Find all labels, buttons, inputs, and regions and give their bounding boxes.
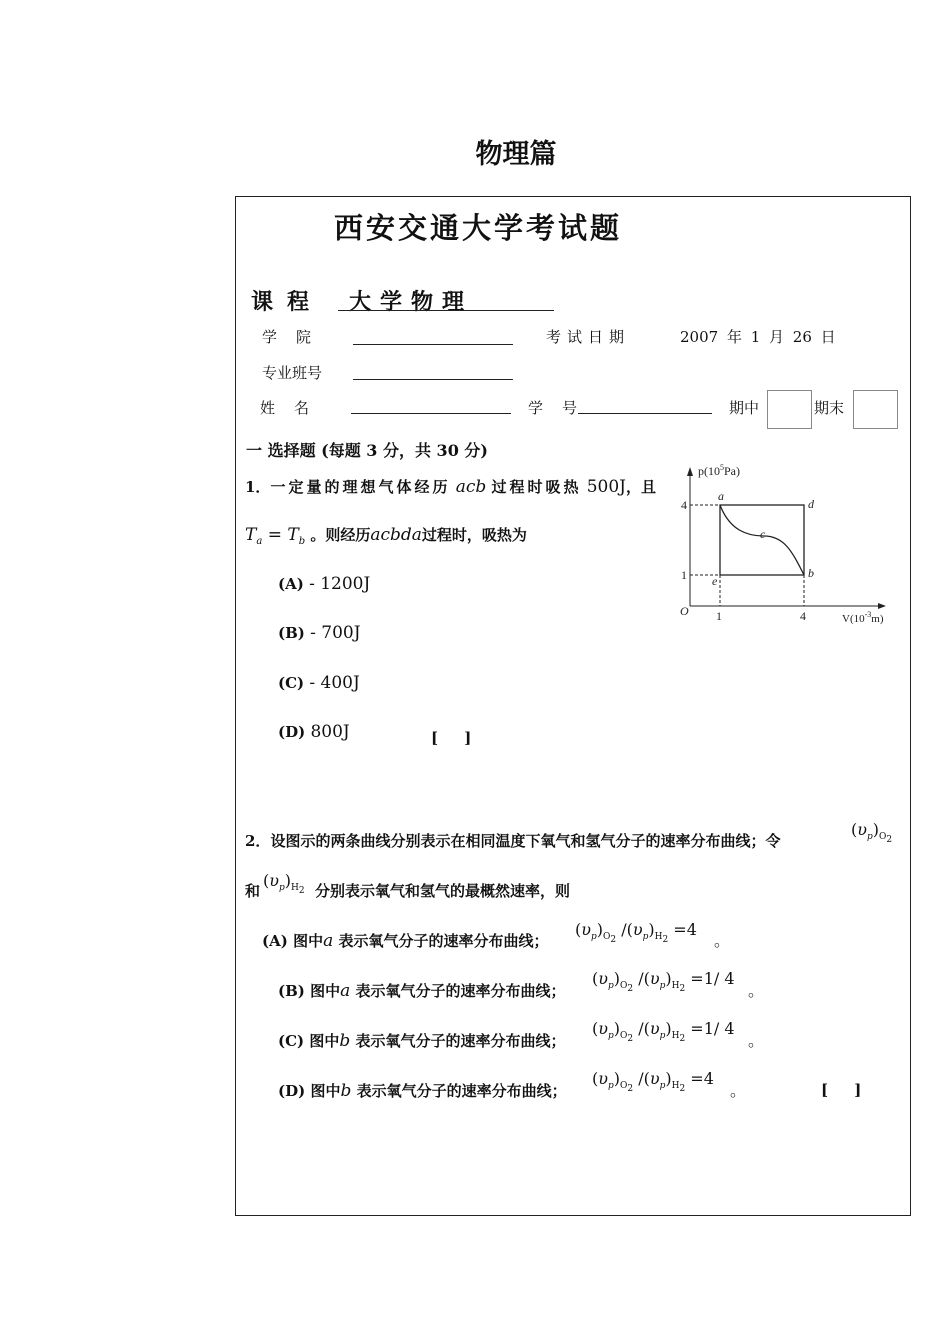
id-field[interactable] — [578, 413, 712, 414]
name-field[interactable] — [351, 413, 511, 414]
q2-option-d-end: 。 — [730, 1081, 747, 1100]
q2-option-c-ratio: $(\upsilon_p)_{O_2}$ $/(\upsilon_p)_{H_2} =1/$ 4 — [592, 1019, 735, 1044]
q2-option-c[interactable] — [278, 1030, 566, 1051]
q1-text4: 。则经历 — [310, 526, 371, 544]
q1-number: 1． — [245, 478, 271, 496]
q1-option-a-label: (A) — [278, 575, 304, 593]
graph-point-e: e — [712, 574, 718, 588]
graph-ytick-4: 4 — [681, 498, 687, 512]
q2-line1 — [245, 830, 780, 851]
q2-option-c-label: (C) — [278, 1032, 305, 1050]
final-checkbox[interactable] — [853, 390, 898, 429]
graph-x-label: $V(10^{-3}m)$ — [842, 610, 884, 625]
college-field[interactable] — [353, 344, 513, 345]
graph-point-d: d — [808, 497, 814, 511]
q1-cond-eq: = T — [262, 525, 299, 545]
class-field[interactable] — [353, 379, 513, 380]
q1-line2 — [245, 524, 527, 547]
q2-option-c-curve: b — [339, 1031, 351, 1051]
midterm-label: 期中 — [729, 399, 760, 417]
q1-cond-a-sub: a — [256, 536, 263, 547]
q1-heat: 500J — [586, 477, 626, 497]
q2-vp-o2: $(\upsilon_p)_{O_2}$ — [851, 820, 893, 845]
q2-option-d-curve: b — [340, 1081, 352, 1101]
q1-path2: acbda — [370, 525, 422, 545]
q1-text5: 过程时，吸热为 — [421, 526, 527, 544]
q1-text3: ，且 — [625, 478, 656, 496]
exam-title: 西安交通大学考试题 — [334, 211, 623, 245]
q2-option-d-ratio: $(\upsilon_p)_{O_2}$ $/(\upsilon_p)_{H_2} =4$ — [592, 1069, 714, 1094]
q2-option-d-label: (D) — [278, 1082, 306, 1100]
q2-option-b-end: 。 — [748, 981, 765, 1000]
q1-option-d-label: (D) — [278, 723, 306, 741]
q1-option-a[interactable] — [278, 574, 370, 594]
q1-line1 — [245, 476, 656, 497]
graph-x-arrow — [878, 603, 886, 609]
graph-xtick-1: 1 — [716, 609, 722, 623]
q2-option-a-pre: 图中 — [293, 932, 324, 950]
q2-text1: 设图示的两条曲线分别表示在相同温度下氧气和氢气分子的速率分布曲线；令 — [270, 832, 781, 850]
q2-number: 2． — [245, 832, 271, 850]
graph-origin: O — [680, 604, 689, 618]
midterm-checkbox[interactable] — [767, 390, 812, 429]
q1-option-a-value: - 1200J — [309, 574, 371, 594]
q2-and: 和 — [245, 882, 261, 900]
q2-option-d-pre: 图中 — [310, 1082, 341, 1100]
graph-xtick-4: 4 — [800, 609, 806, 623]
q2-option-a-desc: 表示氧气分子的速率分布曲线； — [338, 932, 549, 950]
q2-option-c-end: 。 — [748, 1031, 765, 1050]
q1-option-b[interactable] — [278, 623, 361, 643]
section-title: 一 选择题 (每题 3 分，共 30 分) — [246, 441, 488, 460]
page-heading: 物理篇 — [475, 139, 557, 170]
q1-option-c-value: - 400J — [309, 673, 360, 693]
college-label: 学院 — [262, 328, 331, 346]
q2-option-d[interactable] — [278, 1080, 567, 1101]
q2-option-a-label: (A) — [262, 932, 288, 950]
q1-text1: 一定量的理想气体经历 — [270, 478, 451, 496]
course-underline — [338, 310, 554, 311]
graph-ytick-1: 1 — [681, 568, 687, 582]
q2-option-a-curve: a — [323, 931, 334, 951]
q2-vp-h2: $(\upsilon_p)_{H_2}$ — [263, 871, 305, 896]
q2-option-a-end: 。 — [714, 931, 731, 950]
q2-option-b-ratio: $(\upsilon_p)_{O_2}$ $/(\upsilon_p)_{H_2} =1/$ 4 — [592, 969, 735, 994]
graph-y-label: $p(10^5Pa)$ — [698, 463, 740, 478]
class-label: 专业班号 — [262, 364, 323, 382]
q1-pv-graph — [668, 456, 908, 631]
graph-point-a: a — [718, 489, 724, 503]
q1-option-c[interactable] — [278, 673, 360, 693]
q1-cond-a: T — [245, 525, 257, 545]
graph-point-c: c — [760, 527, 766, 541]
course-name: 大学物理 — [349, 289, 474, 315]
q2-answer-bracket[interactable]: [ ] — [821, 1081, 862, 1099]
date-label: 考试日期 — [546, 328, 631, 346]
q1-answer-bracket[interactable]: [ ] — [431, 729, 472, 747]
q1-cond-b-sub: b — [298, 536, 306, 547]
q2-option-a[interactable] — [262, 930, 548, 951]
q1-option-c-label: (C) — [278, 674, 305, 692]
q1-text2: 过程时吸热 — [491, 478, 582, 496]
graph-point-b: b — [808, 566, 814, 580]
q1-option-d[interactable] — [278, 722, 350, 742]
q1-path1: acb — [455, 477, 487, 497]
date-value: 2007 年 1 月 26 日 — [680, 328, 836, 346]
q2-option-b-curve: a — [340, 981, 351, 1001]
q2-option-c-pre: 图中 — [309, 1032, 340, 1050]
q1-option-b-value: - 700J — [310, 623, 361, 643]
q2-option-b[interactable] — [278, 980, 566, 1001]
q2-option-b-desc: 表示氧气分子的速率分布曲线； — [355, 982, 566, 1000]
q2-option-d-desc: 表示氧气分子的速率分布曲线； — [356, 1082, 567, 1100]
q1-option-d-value: 800J — [310, 722, 350, 742]
id-label: 学号 — [528, 399, 597, 417]
exam-frame — [235, 196, 911, 1216]
q2-option-c-desc: 表示氧气分子的速率分布曲线； — [355, 1032, 566, 1050]
course-label: 课程 — [251, 289, 324, 315]
q2-text2: 分别表示氧气和氢气的最概然速率，则 — [315, 882, 571, 900]
q2-line2 — [245, 880, 260, 901]
q2-option-a-ratio: $(\upsilon_p)_{O_2}$ $/(\upsilon_p)_{H_2} =4$ — [575, 920, 697, 945]
q2-option-b-pre: 图中 — [310, 982, 341, 1000]
final-label: 期末 — [814, 399, 845, 417]
name-label: 姓名 — [260, 399, 329, 417]
q1-option-b-label: (B) — [278, 624, 305, 642]
graph-y-arrow — [687, 467, 693, 476]
q2-option-b-label: (B) — [278, 982, 305, 1000]
